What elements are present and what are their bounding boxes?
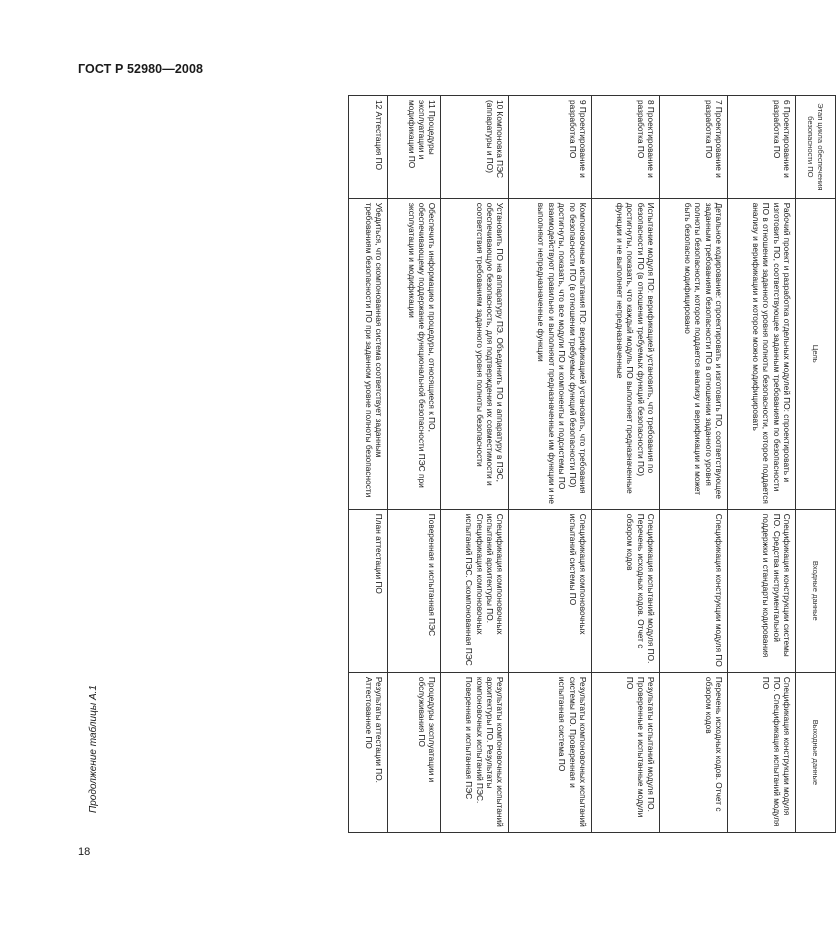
table-body [349,96,836,833]
cell-output: Процедуры эксплуатации и обслуживания ПО [387,672,440,832]
table-header-row [796,96,836,833]
cell-goal: Обеспечить информацию и процедуры, относящиеся к ПО, обеспечивающему поддержание функциональной безопасности ПЭС при эксплуатации и модификации [387,198,440,509]
cell-goal: Детальное кодирование: спроектировать и изготовить ПО, соответствующее заданным требованиям безопасности ПО в отношении заданного уровня полноты безопасности, которое поддается анализу и верификации и может быть безопасно модифицировано [659,198,727,509]
cell-stage: 8 Проектирование и разработка ПО [591,96,659,199]
cell-stage: 6 Проектирование и разработка ПО [727,96,795,199]
column-header-input: Входные данные [796,509,836,672]
cell-input: Спецификация конструкции системы ПО. Средства инструментальной поддержки и стандарты кодирования [727,509,795,672]
cell-output: Спецификация конструкции модуля ПО. Спецификация испытаний модуля ПО [727,672,795,832]
cell-output: Результаты аттестации ПО. Аттестованное ПО [349,672,388,832]
table-row [441,96,509,833]
cell-output: Результаты компоновочных испытаний архитектуры ПО. Результаты компоновочных испытаний ПЭС. Поверенная и испытанная ПЭС [441,672,509,832]
cell-stage: 9 Проектирование и разработка ПО [509,96,592,199]
table-row [509,96,592,833]
cell-stage: 11 Процедуры эксплуатации и модификации ПО [387,96,440,199]
table-row [349,96,388,833]
cell-goal: Компоновочные испытания ПО: верификацией установить, что требования по безопасности ПО (в отношении требуемых функций безопасности ПО) достигнуты, показать, что все модули ПО и компоненты и подсистемы ПО взаимодействуют правильно и выполняют предназначенные им функции и не выполняют непредназначенные функции [509,198,592,509]
table-caption: Продолжение таблицы А.1 [88,685,99,813]
cell-stage: 7 Проектирование и разработка ПО [659,96,727,199]
rotated-table-container [348,95,836,833]
table-row [387,96,440,833]
cell-output: Перечень исходных кодов. Отчет с обзором кодов [659,672,727,832]
cell-stage: 10 Компоновка ПЭС (аппаратуры и ПО) [441,96,509,199]
cell-goal: Рабочий проект и разработка отдельных модулей ПО: спроектировать и изготовить ПО, соответствующее заданным требованиям по безопасности ПО в отношении заданного уровня полноты безопасности, которое поддается анализу и верификации и которое можно модифицировать [727,198,795,509]
table-row [591,96,659,833]
cell-input: Поверенная и испытанная ПЭС [387,509,440,672]
column-header-goal: Цель [796,198,836,509]
cell-output: Результаты компоновочных испытаний системы ПО. Проверенная и испытанная система ПО [509,672,592,832]
column-header-output: Выходные данные [796,672,836,832]
cell-output: Результаты испытаний модуля ПО. Проверенные и испытанные модули ПО [591,672,659,832]
table-row [727,96,795,833]
table-row [659,96,727,833]
cell-input: Спецификация конструкции модуля ПО [659,509,727,672]
cell-goal: Убедиться, что скомпонованная система соответствует заданным требованиям безопасности ПО при заданном уровне полноты безопасности [349,198,388,509]
cell-input: План аттестации ПО [349,509,388,672]
page-number: 18 [78,846,91,858]
cell-stage: 12 Аттестация ПО [349,96,388,199]
table-a1 [348,95,836,833]
column-header-stage: Этап цикла обеспечения безопасности ПО [796,96,836,199]
cell-input: Спецификация компоновочных испытаний архитектуры ПО. Спецификация компоновочных испытаний ПЭС. Скомпонованная ПЭС [441,509,509,672]
cell-input: Спецификация испытаний модуля ПО. Перечень исходных кодов. Отчет с обзором кодов [591,509,659,672]
cell-input: Спецификация компоновочных испытаний системы ПО [509,509,592,672]
cell-goal: Испытание модуля ПО: верификацией установить, что требования по безопасности ПО (в отношении требуемых функций безопасности ПО) достигнуты, показать, что каждый модуль ПО выполняет предназначенные функции и не выполняет непредназначенные [591,198,659,509]
document-header: ГОСТ Р 52980—2008 [78,62,204,76]
cell-goal: Установить ПО на аппаратуру ПЭ. Объединить ПО и аппаратуру в ПЭС, обеспечивающую безопасность, для подтверждения их совместимости и соответствия требованиям заданного уровня полноты безопасности [441,198,509,509]
